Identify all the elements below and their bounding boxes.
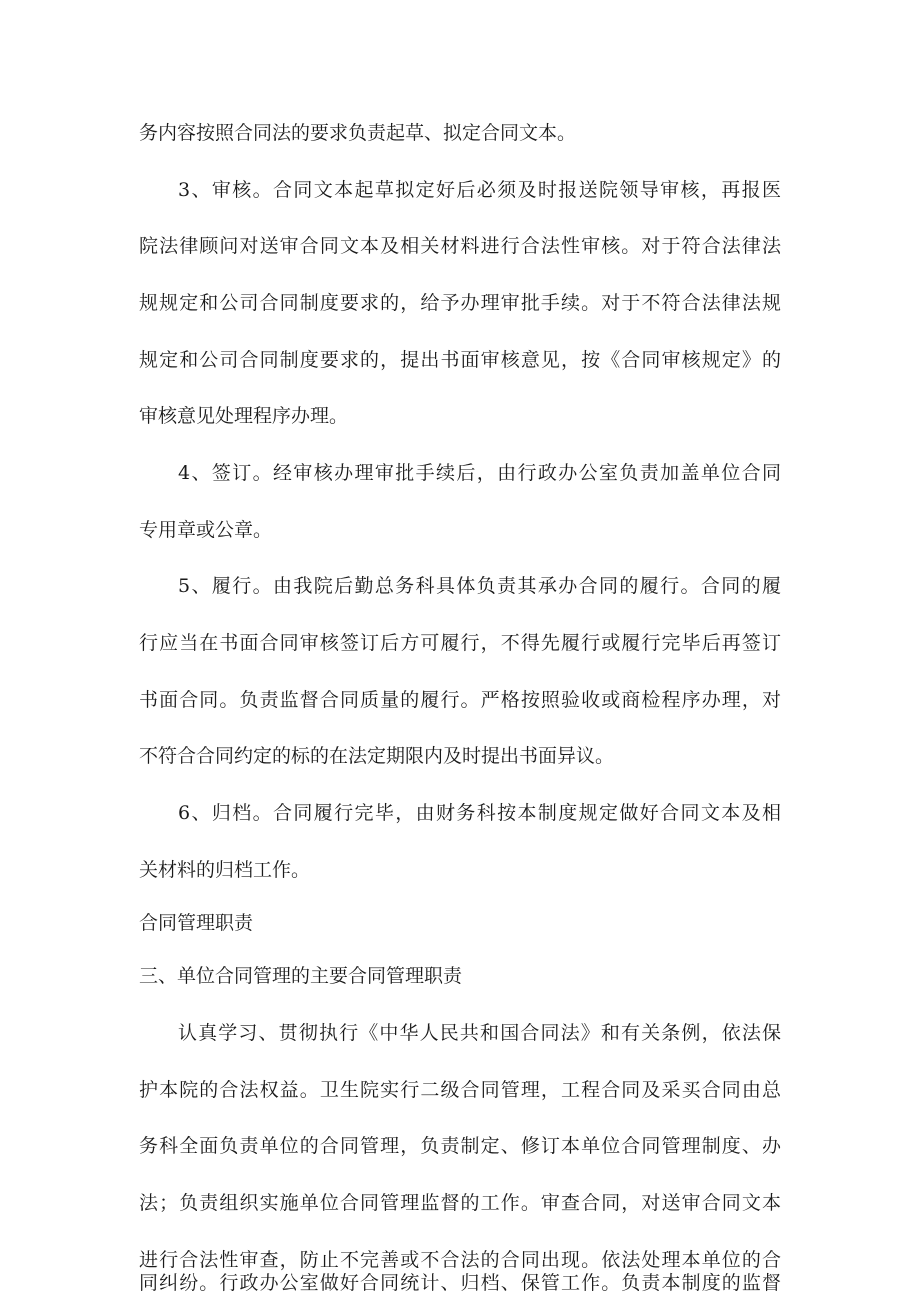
text-line: 专用章或公章。 bbox=[139, 519, 273, 541]
text-line: 规规定和公司合同制度要求的，给予办理审批手续。对于不符合法律法规 bbox=[139, 292, 781, 314]
text-line: 护本院的合法权益。卫生院实行二级合同管理，工程合同及采买合同由总 bbox=[139, 1079, 781, 1101]
text-line: 规定和公司合同制度要求的，提出书面审核意见，按《合同审核规定》的 bbox=[139, 349, 781, 371]
text-line: 5、履行。由我院后勤总务科具体负责其承办合同的履行。合同的履 bbox=[178, 575, 781, 597]
text-line: 务科全面负责单位的合同管理，负责制定、修订本单位合同管理制度、办 bbox=[139, 1135, 781, 1157]
section-heading: 合同管理职责 bbox=[139, 912, 254, 934]
text-line: 书面合同。负责监督合同质量的履行。严格按照验收或商检程序办理，对 bbox=[139, 689, 781, 711]
text-line: 法；负责组织实施单位合同管理监督的工作。审查合同，对送审合同文本 bbox=[139, 1192, 781, 1214]
text-line: 关材料的归档工作。 bbox=[139, 859, 311, 881]
text-line: 不符合合同约定的标的在法定期限内及时提出书面异议。 bbox=[139, 745, 615, 767]
section-heading: 三、单位合同管理的主要合同管理职责 bbox=[139, 965, 463, 987]
text-line: 院法律顾问对送审合同文本及相关材料进行合法性审核。对于符合法律法 bbox=[139, 235, 781, 257]
text-line: 审核意见处理程序办理。 bbox=[139, 405, 349, 427]
text-line: 行应当在书面合同审核签订后方可履行，不得先履行或履行完毕后再签订 bbox=[139, 632, 781, 654]
text-line: 6、归档。合同履行完毕，由财务科按本制度规定做好合同文本及相 bbox=[178, 802, 781, 824]
text-line: 3、审核。合同文本起草拟定好后必须及时报送院领导审核，再报医 bbox=[178, 179, 781, 201]
text-line: 务内容按照合同法的要求负责起草、拟定合同文本。 bbox=[139, 122, 577, 144]
text-line: 认真学习、贯彻执行《中华人民共和国合同法》和有关条例，依法保 bbox=[178, 1022, 781, 1044]
text-line: 同纠纷。行政办公室做好合同统计、归档、保管工作。负责本制度的监督 bbox=[139, 1272, 781, 1294]
text-line: 进行合法性审查，防止不完善或不合法的合同出现。依法处理本单位的合 bbox=[139, 1249, 781, 1271]
text-line: 4、签订。经审核办理审批手续后，由行政办公室负责加盖单位合同 bbox=[178, 462, 781, 484]
